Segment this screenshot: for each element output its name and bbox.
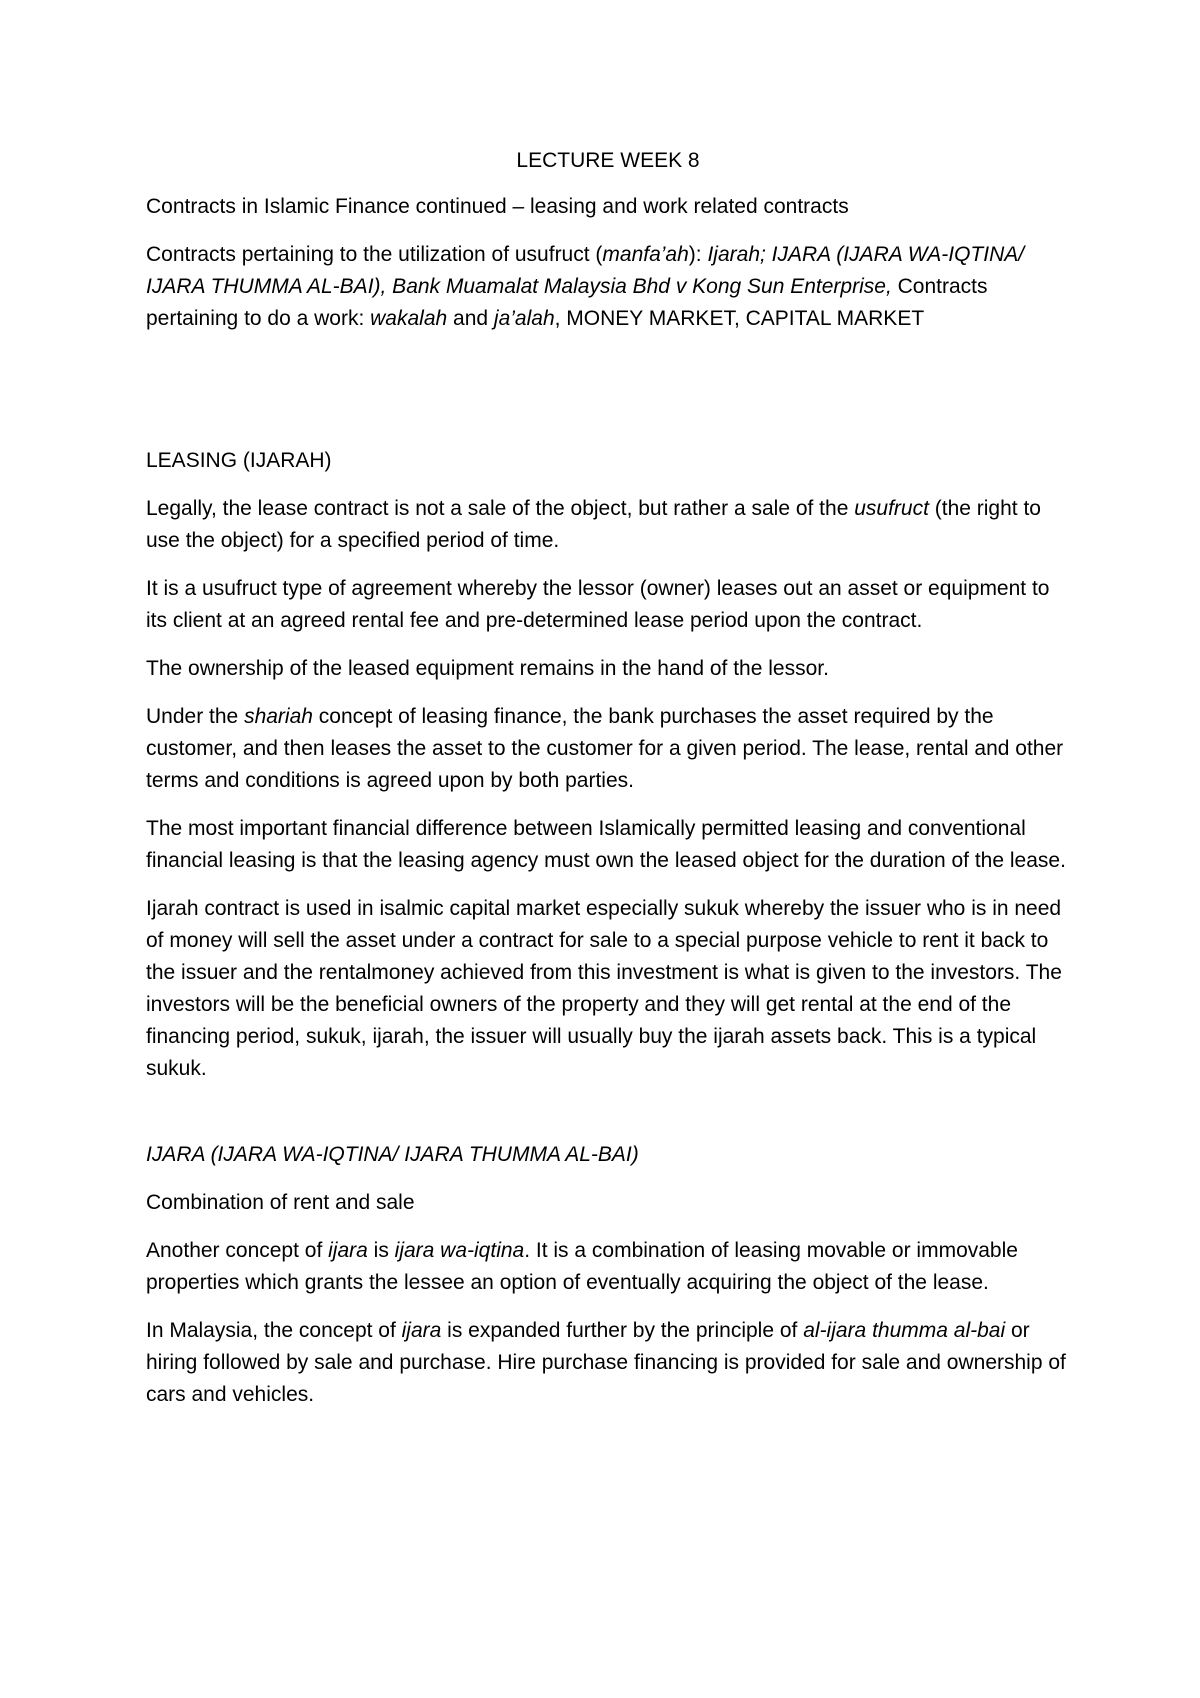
overview-text-3: Contracts pertaining to do a work: — [146, 275, 988, 330]
leasing-paragraph-3: The ownership of the leased equipment remains in the hand of the lessor. — [146, 657, 829, 680]
overview-em-2: Ijarah; IJARA (IJARA WA-IQTINA/ IJARA THUMMA AL-BAI), Bank Muamalat Malaysia Bhd v Kong Sun Enterprise, — [146, 243, 1025, 298]
overview-text-5: , MONEY MARKET, CAPITAL MARKET — [554, 307, 925, 330]
overview-text-1: Contracts pertaining to the utilization of usufruct ( — [146, 243, 603, 266]
leasing-p1-em: usufruct — [854, 497, 929, 520]
leasing-paragraph-2: It is a usufruct type of agreement whereby the lessor (owner) leases out an asset or equipment to its client at an agreed rental fee and pre-determined lease period upon the contract. — [146, 577, 1050, 632]
leasing-paragraph-4 — [146, 701, 1070, 797]
ijara-paragraph-2 — [146, 1315, 1070, 1411]
leasing-paragraph-5: The most important financial difference between Islamically permitted leasing and conventional financial leasing is that the leasing agency must own the leased object for the duration of the lease. — [146, 817, 1066, 872]
overview-em-1: manfa’ah — [602, 243, 689, 266]
document-body — [146, 145, 1070, 1427]
ijara-p2-em-2: al-ijara thumma al-bai — [803, 1319, 1006, 1342]
subtitle: Contracts in Islamic Finance continued – leasing and work related contracts — [146, 195, 849, 218]
ijara-heading — [146, 1139, 1070, 1171]
overview-text-2: ): — [688, 243, 708, 266]
ijara-p2-text-b: is expanded further by the principle of — [441, 1319, 804, 1342]
overview-paragraph — [146, 239, 1070, 335]
overview-em-4: ja’alah — [493, 307, 555, 330]
leasing-p4-text-a: Under the — [146, 705, 245, 728]
ijara-p2-text-a: In Malaysia, the concept of — [146, 1319, 402, 1342]
ijara-p1-em-2: ijara wa-iqtina — [394, 1239, 525, 1262]
ijara-p1-text-a: Another concept of — [146, 1239, 329, 1262]
page-title: LECTURE WEEK 8 — [516, 149, 700, 172]
overview-text-4: and — [447, 307, 494, 330]
ijara-p1-em-1: ijara — [328, 1239, 368, 1262]
ijara-p1-text-c: . It is a combination of leasing movable or immovable properties which grants the lessee an option of eventually acquiring the object of the lease. — [146, 1239, 1018, 1294]
leasing-p4-em: shariah — [244, 705, 313, 728]
leasing-p4-text-b: concept of leasing finance, the bank purchases the asset required by the customer, and then leases the asset to the customer for a given period. The lease, rental and other terms and conditions is agreed upon by both parties. — [146, 705, 1064, 792]
leasing-p1-text-b: (the right to use the object) for a specified period of time. — [146, 497, 1041, 552]
ijara-heading-text: IJARA (IJARA WA-IQTINA/ IJARA THUMMA AL-BAI) — [146, 1143, 639, 1166]
ijara-p2-text-c: or hiring followed by sale and purchase. Hire purchase financing is provided for sale and ownership of cars and vehicles. — [146, 1319, 1066, 1406]
ijara-subheading: Combination of rent and sale — [146, 1191, 415, 1214]
leasing-p1-text-a: Legally, the lease contract is not a sale of the object, but rather a sale of the — [146, 497, 855, 520]
leasing-paragraph-1 — [146, 493, 1070, 557]
ijara-p1-text-b: is — [367, 1239, 395, 1262]
leasing-heading: LEASING (IJARAH) — [146, 449, 332, 472]
ijara-p2-em-1: ijara — [401, 1319, 442, 1342]
overview-em-3: wakalah — [370, 307, 448, 330]
leasing-paragraph-6: Ijarah contract is used in isalmic capital market especially sukuk whereby the issuer who is in need of money will sell the asset under a contract for sale to a special purpose vehicle to rent it back to the issuer and the rentalmoney achieved from this investment is what is given to the investors. The investors will be the beneficial owners of the property and they will get rental at the end of the financing period, sukuk, ijarah, the issuer will usually buy the ijarah assets back. This is a typical sukuk. — [146, 897, 1062, 1080]
ijara-paragraph-1 — [146, 1235, 1070, 1299]
